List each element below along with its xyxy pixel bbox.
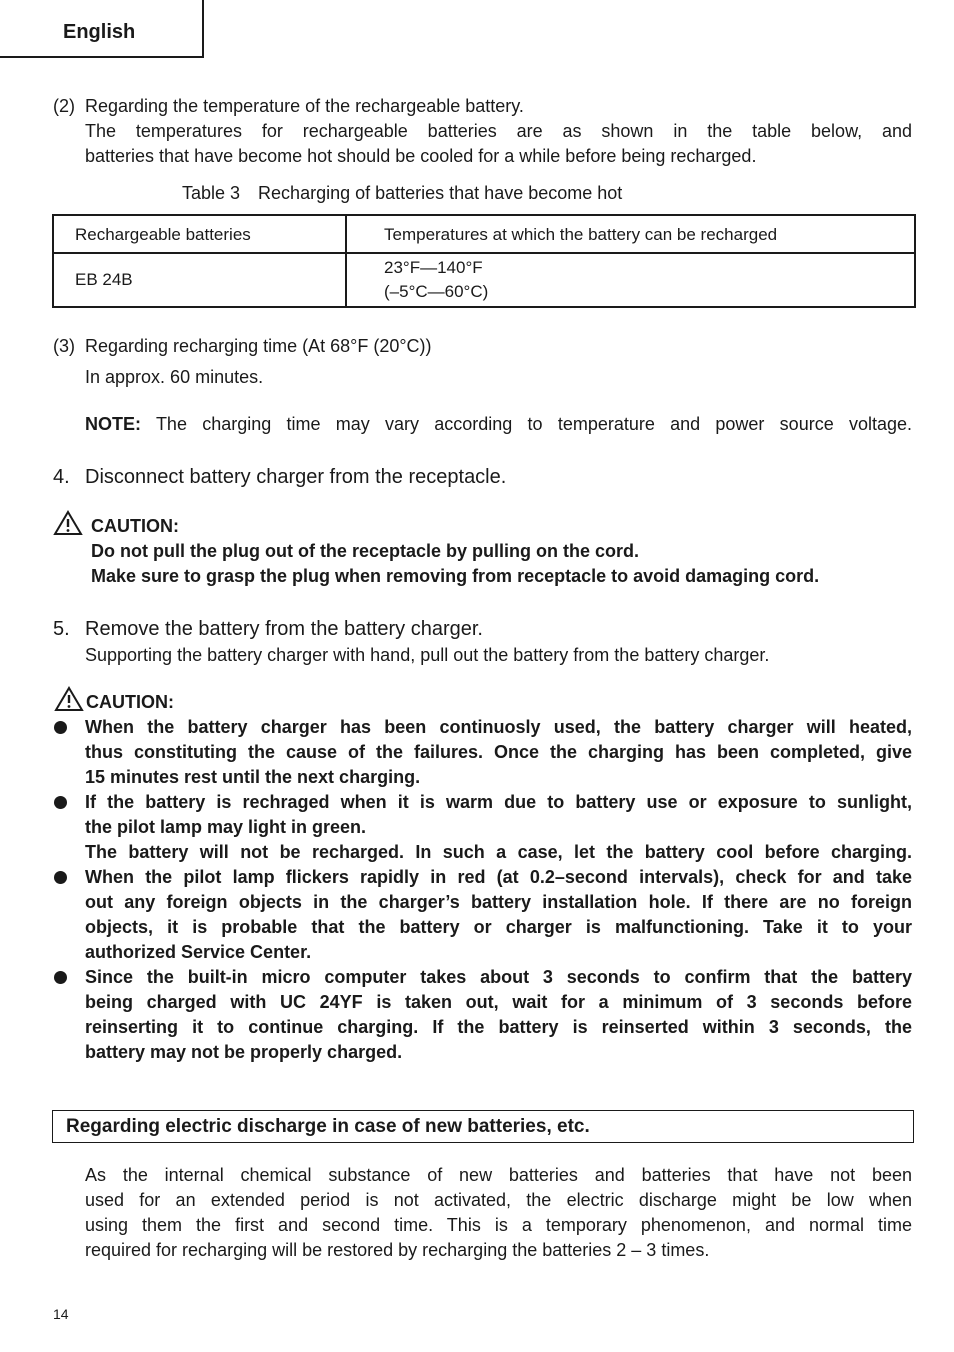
language-tab xyxy=(0,0,204,58)
bullet-4-line-2: being charged with UC 24YF is taken out, wait for a minimum of 3 seconds before xyxy=(85,992,912,1012)
table-cell-temperature xyxy=(346,253,915,307)
bullet-4-line-3: reinserting it to continue charging. If the battery is reinserted within 3 seconds, the xyxy=(85,1017,912,1037)
discharge-line-3: using them the first and second time. This is a temporary phenomenon, and normal time xyxy=(85,1215,912,1235)
bullet-3-line-2: out any foreign objects in the charger’s battery installation hole. If there are no foreign xyxy=(85,892,912,912)
bullet-2-line-3: The battery will not be recharged. In such a case, let the battery cool before charging. xyxy=(85,842,912,862)
note xyxy=(85,412,912,437)
bullet-2-line-1: If the battery is rechraged when it is warm due to battery use or exposure to sunlight, xyxy=(85,792,912,812)
step-4-caution-line-1: Do not pull the plug out of the receptacle by pulling on the cord. xyxy=(91,541,639,561)
bullet-4-line-4: battery may not be properly charged. xyxy=(85,1042,403,1062)
warning-triangle-icon xyxy=(53,510,83,536)
bullet-4-line-1: Since the built-in micro computer takes about 3 seconds to confirm that the battery xyxy=(85,967,912,987)
bullet-3-line-4: authorized Service Center. xyxy=(85,942,312,962)
bullet-1-line-1: When the battery charger has been continuosly used, the battery charger will heated, xyxy=(85,717,912,737)
bullet-icon xyxy=(54,871,67,884)
table-cell-battery: EB 24B xyxy=(53,253,346,307)
table-header-row xyxy=(53,215,915,253)
step-5-caution-label: CAUTION: xyxy=(86,692,174,712)
section-heading: Regarding electric discharge in case of new batteries, etc. xyxy=(66,1116,590,1137)
bullet-3-line-1: When the pilot lamp flickers rapidly in red (at 0.2–second intervals), check for and take xyxy=(85,867,912,887)
discharge-line-1: As the internal chemical substance of new batteries and batteries that have not been xyxy=(85,1165,912,1185)
table-header-batteries: Rechargeable batteries xyxy=(53,215,346,253)
bullet-1-line-3: 15 minutes rest until the next charging. xyxy=(85,767,421,787)
table-row xyxy=(53,253,915,307)
item-2-body-line-2: batteries that have become hot should be cooled for a while before being recharged. xyxy=(85,146,757,166)
item-2-title: Regarding the temperature of the rechargeable battery. xyxy=(85,96,524,116)
discharge-line-4: required for recharging will be restored by recharging the batteries 2 – 3 times. xyxy=(85,1240,710,1260)
note-label: NOTE: xyxy=(85,414,141,434)
bullet-1-line-2: thus constituting the cause of the failures. Once the charging has been completed, give xyxy=(85,742,912,762)
item-2-number: (2) xyxy=(53,96,75,116)
item-3-number: (3) xyxy=(53,336,75,356)
item-3-body: In approx. 60 minutes. xyxy=(85,367,264,387)
bullet-icon xyxy=(54,971,67,984)
page-number: 14 xyxy=(53,1306,69,1322)
table-header-temperatures: Temperatures at which the battery can be recharged xyxy=(346,215,915,253)
step-4-caution-line-2: Make sure to grasp the plug when removing from receptacle to avoid damaging cord. xyxy=(91,566,820,586)
temperature-celsius: (–5°C—60°C) xyxy=(384,282,489,301)
section-heading-box xyxy=(52,1110,914,1143)
temperature-fahrenheit: 23°F—140°F xyxy=(384,258,483,277)
step-4-number: 4. xyxy=(53,466,70,488)
note-text: The charging time may vary according to temperature and power source voltage. xyxy=(155,414,912,434)
step-5-body: Supporting the battery charger with hand, pull out the battery from the battery charger. xyxy=(85,645,770,665)
language-label: English xyxy=(63,21,136,43)
warning-triangle-icon xyxy=(54,686,84,712)
bullet-icon xyxy=(54,796,67,809)
discharge-line-2: used for an extended period is not activated, the electric discharge might be low when xyxy=(85,1190,912,1210)
bullet-icon xyxy=(54,721,67,734)
step-5-title: Remove the battery from the battery charger. xyxy=(85,618,483,640)
bullet-3-line-3: objects, it is probable that the battery or charger is malfunctioning. Take it to your xyxy=(85,917,912,937)
step-4-title: Disconnect battery charger from the receptacle. xyxy=(85,466,507,488)
step-4-caution-label: CAUTION: xyxy=(91,516,179,536)
step-5-number: 5. xyxy=(53,618,70,640)
table-3-caption: Table 3 Recharging of batteries that have become hot xyxy=(182,183,623,203)
bullet-2-line-2: the pilot lamp may light in green. xyxy=(85,817,367,837)
item-2-body-line-1: The temperatures for rechargeable batteries are as shown in the table below, and xyxy=(85,121,912,141)
table-3 xyxy=(52,214,916,308)
item-3-title: Regarding recharging time (At 68°F (20°C)) xyxy=(85,336,432,356)
